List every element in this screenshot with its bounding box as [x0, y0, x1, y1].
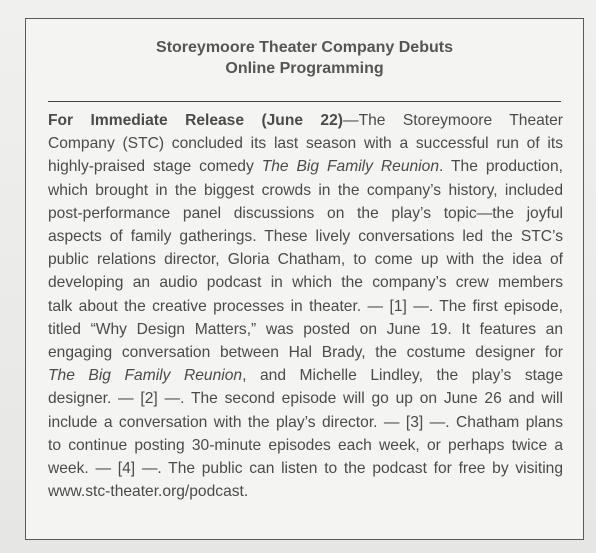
article-line-5-text: post-performance panel discussions on the play’s topic—the joyful: [48, 204, 563, 222]
release-lead: For Immediate Release (June 22): [48, 112, 343, 129]
article-line-13-text: designer. — [2] —. The second episode will go up on June 26 and will: [48, 390, 563, 408]
article-line-17: [48, 480, 563, 503]
article-line-2-text: Company (STC) concluded its last season with a successful run of its: [48, 135, 563, 153]
article-line-12-text-b: , and Michelle Lindley, the play’s stage: [242, 367, 563, 385]
article-line-15-text: to continue posting 30-minute episodes each week, or perhaps twice a: [48, 436, 563, 454]
article-line-12: [48, 364, 563, 387]
article-line-1-text: —The Storeymoore Theater: [342, 112, 563, 129]
article-line-14: [48, 411, 563, 434]
podcast-url: www.stc-theater.org/podcast.: [48, 483, 249, 501]
article-line-6-text: aspects of family gatherings. These lively conversations led the STC’s: [48, 228, 563, 246]
article-line-11: [48, 341, 563, 364]
article-line-7-text: public relations director, Gloria Chatham, to come up with the idea of: [48, 251, 563, 269]
headline-line-2: Online Programming: [225, 60, 384, 77]
article-line-7: [48, 248, 563, 271]
play-title-italic: The Big Family Reunion: [261, 158, 439, 176]
headline: [26, 37, 583, 79]
article-line-4-text: which brought in the biggest crowds in the company’s history, included: [48, 181, 563, 199]
article-line-8: [48, 271, 563, 294]
article-line-4: [48, 179, 563, 202]
article-line-13: [48, 387, 563, 410]
divider-rule: [48, 101, 561, 102]
article-line-10-text: titled “Why Design Matters,” was posted on June 19. It features an: [48, 320, 563, 338]
article-line-6: [48, 225, 563, 248]
article-line-10: [48, 318, 563, 341]
article-body: [48, 109, 563, 503]
article-line-15: [48, 434, 563, 457]
press-release-box: [25, 18, 584, 540]
article-line-2: [48, 132, 563, 155]
play-title-italic-2: The Big Family Reunion: [48, 367, 243, 385]
article-line-1: [48, 109, 563, 132]
article-line-3: [48, 155, 563, 178]
article-line-3-text-b: . The production,: [439, 158, 563, 176]
article-line-9-text: talk about the creative processes in theater. — [1] —. The first episode,: [48, 297, 563, 315]
article-line-5: [48, 202, 563, 225]
headline-line-1: Storeymoore Theater Company Debuts: [156, 39, 453, 56]
article-line-3-text-a: highly-praised stage comedy: [48, 158, 262, 176]
article-line-14-text: include a conversation with the play’s director. — [3] —. Chatham plans: [48, 413, 563, 431]
article-line-9: [48, 295, 563, 318]
article-line-16-text: week. — [4] —. The public can listen to the podcast for free by visiting: [48, 460, 563, 478]
article-line-8-text: developing an audio podcast in which the company’s crew members: [48, 274, 563, 292]
article-line-11-text: engaging conversation between Hal Brady, the costume designer for: [48, 344, 563, 362]
article-line-16: [48, 457, 563, 480]
